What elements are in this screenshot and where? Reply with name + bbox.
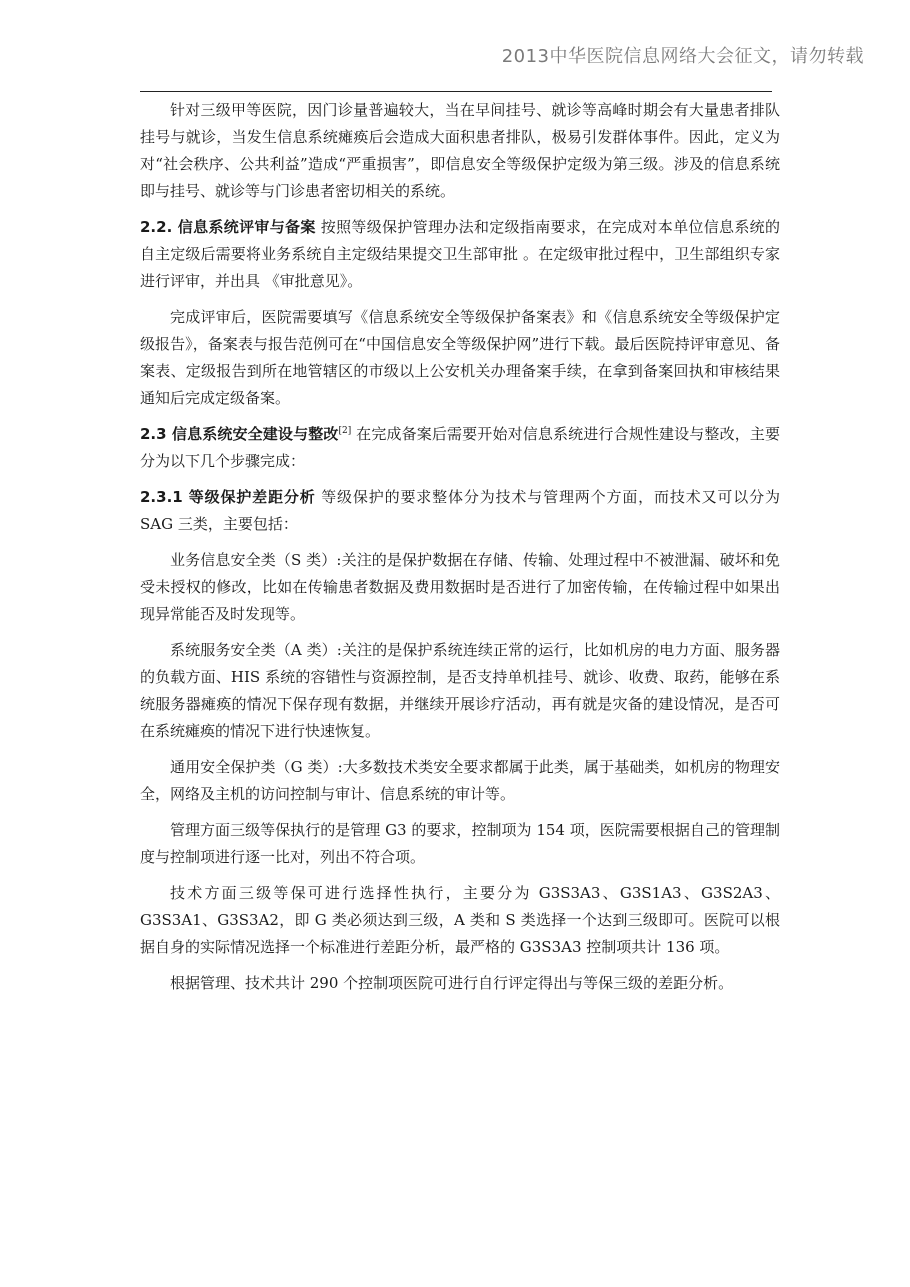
paragraph-a-class: 系统服务安全类（A 类）:关注的是保护系统连续正常的运行，比如机房的电力方面、服务器的负载方面、HIS 系统的容错性与资源控制，是否支持单机挂号、就诊、收费、取药，能够在系统服务器瘫痪的情况下保存现有数据，并继续开展诊疗活动，再有就是灾备的建设情况，是否可在系统瘫痪的情况下进行快速恢复。 [140,641,780,740]
section-2-3 [140,421,780,475]
section-2-3-text: 在完成备案后需要开始对信息系统进行合规性建设与整改，主要分为以下几个步骤完成： [140,425,780,470]
paragraph-technical: 技术方面三级等保可进行选择性执行，主要分为 G3S3A3、G3S1A3、G3S2A3、G3S3A1、G3S3A2，即 G 类必须达到三级，A 类和 S 类选择一个达到三级即可。医院可以根据自身的实际情况选择一个标准进行差距分析，最严格的 G3S3A3 控制项共计 136 项。 [140,884,780,956]
section-2-3-1 [140,484,780,538]
paragraph-g-class: 通用安全保护类（G 类）:大多数技术类安全要求都属于此类，属于基础类，如机房的物理安全，网络及主机的访问控制与审计、信息系统的审计等。 [140,758,780,803]
document-body [140,97,780,1006]
citation-ref[interactable]: [2] [338,426,352,436]
section-2-2-text: 按照等级保护管理办法和定级指南要求，在完成对本单位信息系统的自主定级后需要将业务系统自主定级结果提交卫生部审批 。在定级审批过程中，卫生部组织专家进行评审，并出具 《审批意见》。 [140,218,780,290]
paragraph-s-class: 业务信息安全类（S 类）:关注的是保护数据在存储、传输、处理过程中不被泄漏、破坏和免受未授权的修改，比如在传输患者数据及费用数据时是否进行了加密传输，在传输过程中如果出现异常能否及时发现等。 [140,551,780,623]
paragraph-total-controls: 根据管理、技术共计 290 个控制项医院可进行自行评定得出与等保三级的差距分析。 [170,974,734,992]
section-2-2-heading: 2.2. 信息系统评审与备案 [140,218,316,236]
section-2-3-1-text: 等级保护的要求整体分为技术与管理两个方面，而技术又可以分为 SAG 三类，主要包括： [140,488,780,533]
header-note: 2013中华医院信息网络大会征文，请勿转载 [501,46,864,67]
paragraph-grading-rationale: 针对三级甲等医院，因门诊量普遍较大，当在早间挂号、就诊等高峰时期会有大量患者排队挂号与就诊，当发生信息系统瘫痪后会造成大面积患者排队，极易引发群体事件。因此，定义为对“社会秩序、公共利益”造成“严重损害”，即信息安全等级保护定级为第三级。涉及的信息系统即与挂号、就诊等与门诊患者密切相关的系统。 [140,101,780,200]
paragraph-filing-process: 完成评审后，医院需要填写《信息系统安全等级保护备案表》和《信息系统安全等级保护定级报告》，备案表与报告范例可在“中国信息安全等级保护网”进行下载。最后医院持评审意见、备案表、定级报告到所在地管辖区的市级以上公安机关办理备案手续，在拿到备案回执和审核结果通知后完成定级备案。 [140,308,780,407]
header-divider [140,91,772,92]
paragraph-management: 管理方面三级等保执行的是管理 G3 的要求，控制项为 154 项，医院需要根据自己的管理制度与控制项进行逐一比对，列出不符合项。 [140,821,780,866]
section-2-2 [140,214,780,295]
section-2-3-1-heading: 2.3.1 等级保护差距分析 [140,488,316,506]
section-2-3-heading: 2.3 信息系统安全建设与整改 [140,425,339,443]
